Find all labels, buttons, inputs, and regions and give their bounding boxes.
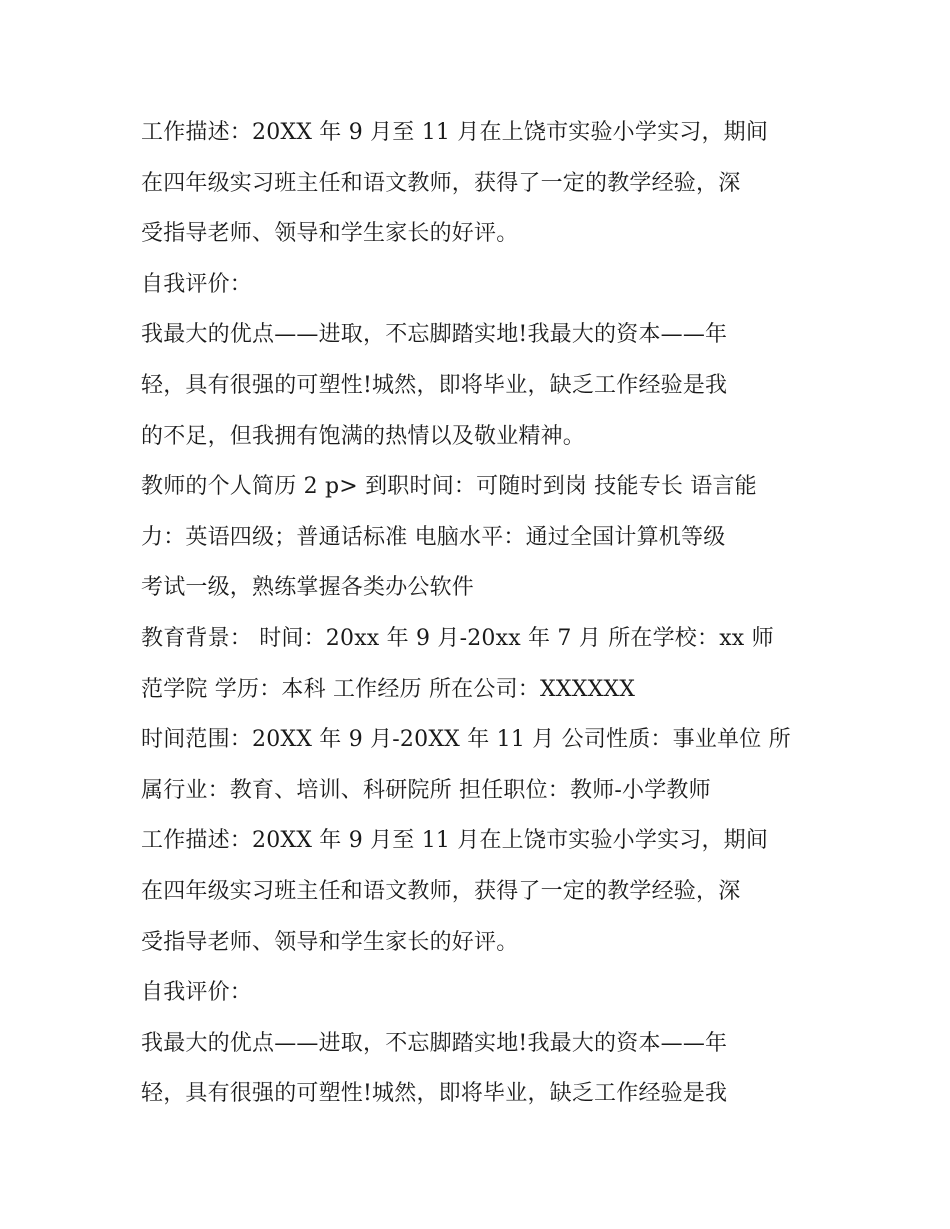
text-line: 范学院 学历：本科 工作经历 所在公司：XXXXXX [141,676,636,702]
text-line: 力：英语四级；普通话标准 电脑水平：通过全国计算机等级 [141,524,726,550]
text-line: 受指导老师、领导和学生家长的好评。 [141,221,519,247]
document-body [141,108,821,1120]
text-line: 考试一级，熟练掌握各类办公软件 [141,575,475,601]
text-line: 教师的个人简历 2 p> 到职时间：可随时到岗 技能专长 语言能 [141,474,757,500]
section-heading: 自我评价： [141,980,253,1006]
text-line: 属行业：教育、培训、科研院所 担任职位：教师-小学教师 [141,777,711,803]
section-heading: 自我评价： [141,271,253,297]
text-line: 的不足，但我拥有饱满的热情以及敬业精神。 [141,423,586,449]
text-line: 我最大的优点——进取，不忘脚踏实地!我最大的资本——年 [141,1030,728,1056]
text-line: 在四年级实习班主任和语文教师，获得了一定的教学经验，深 [141,170,741,196]
text-line: 轻，具有很强的可塑性!城然，即将毕业，缺乏工作经验是我 [141,372,728,398]
text-line: 在四年级实习班主任和语文教师，获得了一定的教学经验，深 [141,878,741,904]
text-line: 我最大的优点——进取，不忘脚踏实地!我最大的资本——年 [141,322,728,348]
text-line: 时间范围：20XX 年 9 月-20XX 年 11 月 公司性质：事业单位 所 [141,727,791,753]
text-line: 受指导老师、领导和学生家长的好评。 [141,929,519,955]
text-line: 轻，具有很强的可塑性!城然，即将毕业，缺乏工作经验是我 [141,1081,728,1107]
text-line: 教育背景： 时间：20xx 年 9 月-20xx 年 7 月 所在学校：xx 师 [141,625,774,651]
text-line: 工作描述：20XX 年 9 月至 11 月在上饶市实验小学实习，期间 [141,828,769,854]
text-line: 工作描述：20XX 年 9 月至 11 月在上饶市实验小学实习，期间 [141,120,769,145]
